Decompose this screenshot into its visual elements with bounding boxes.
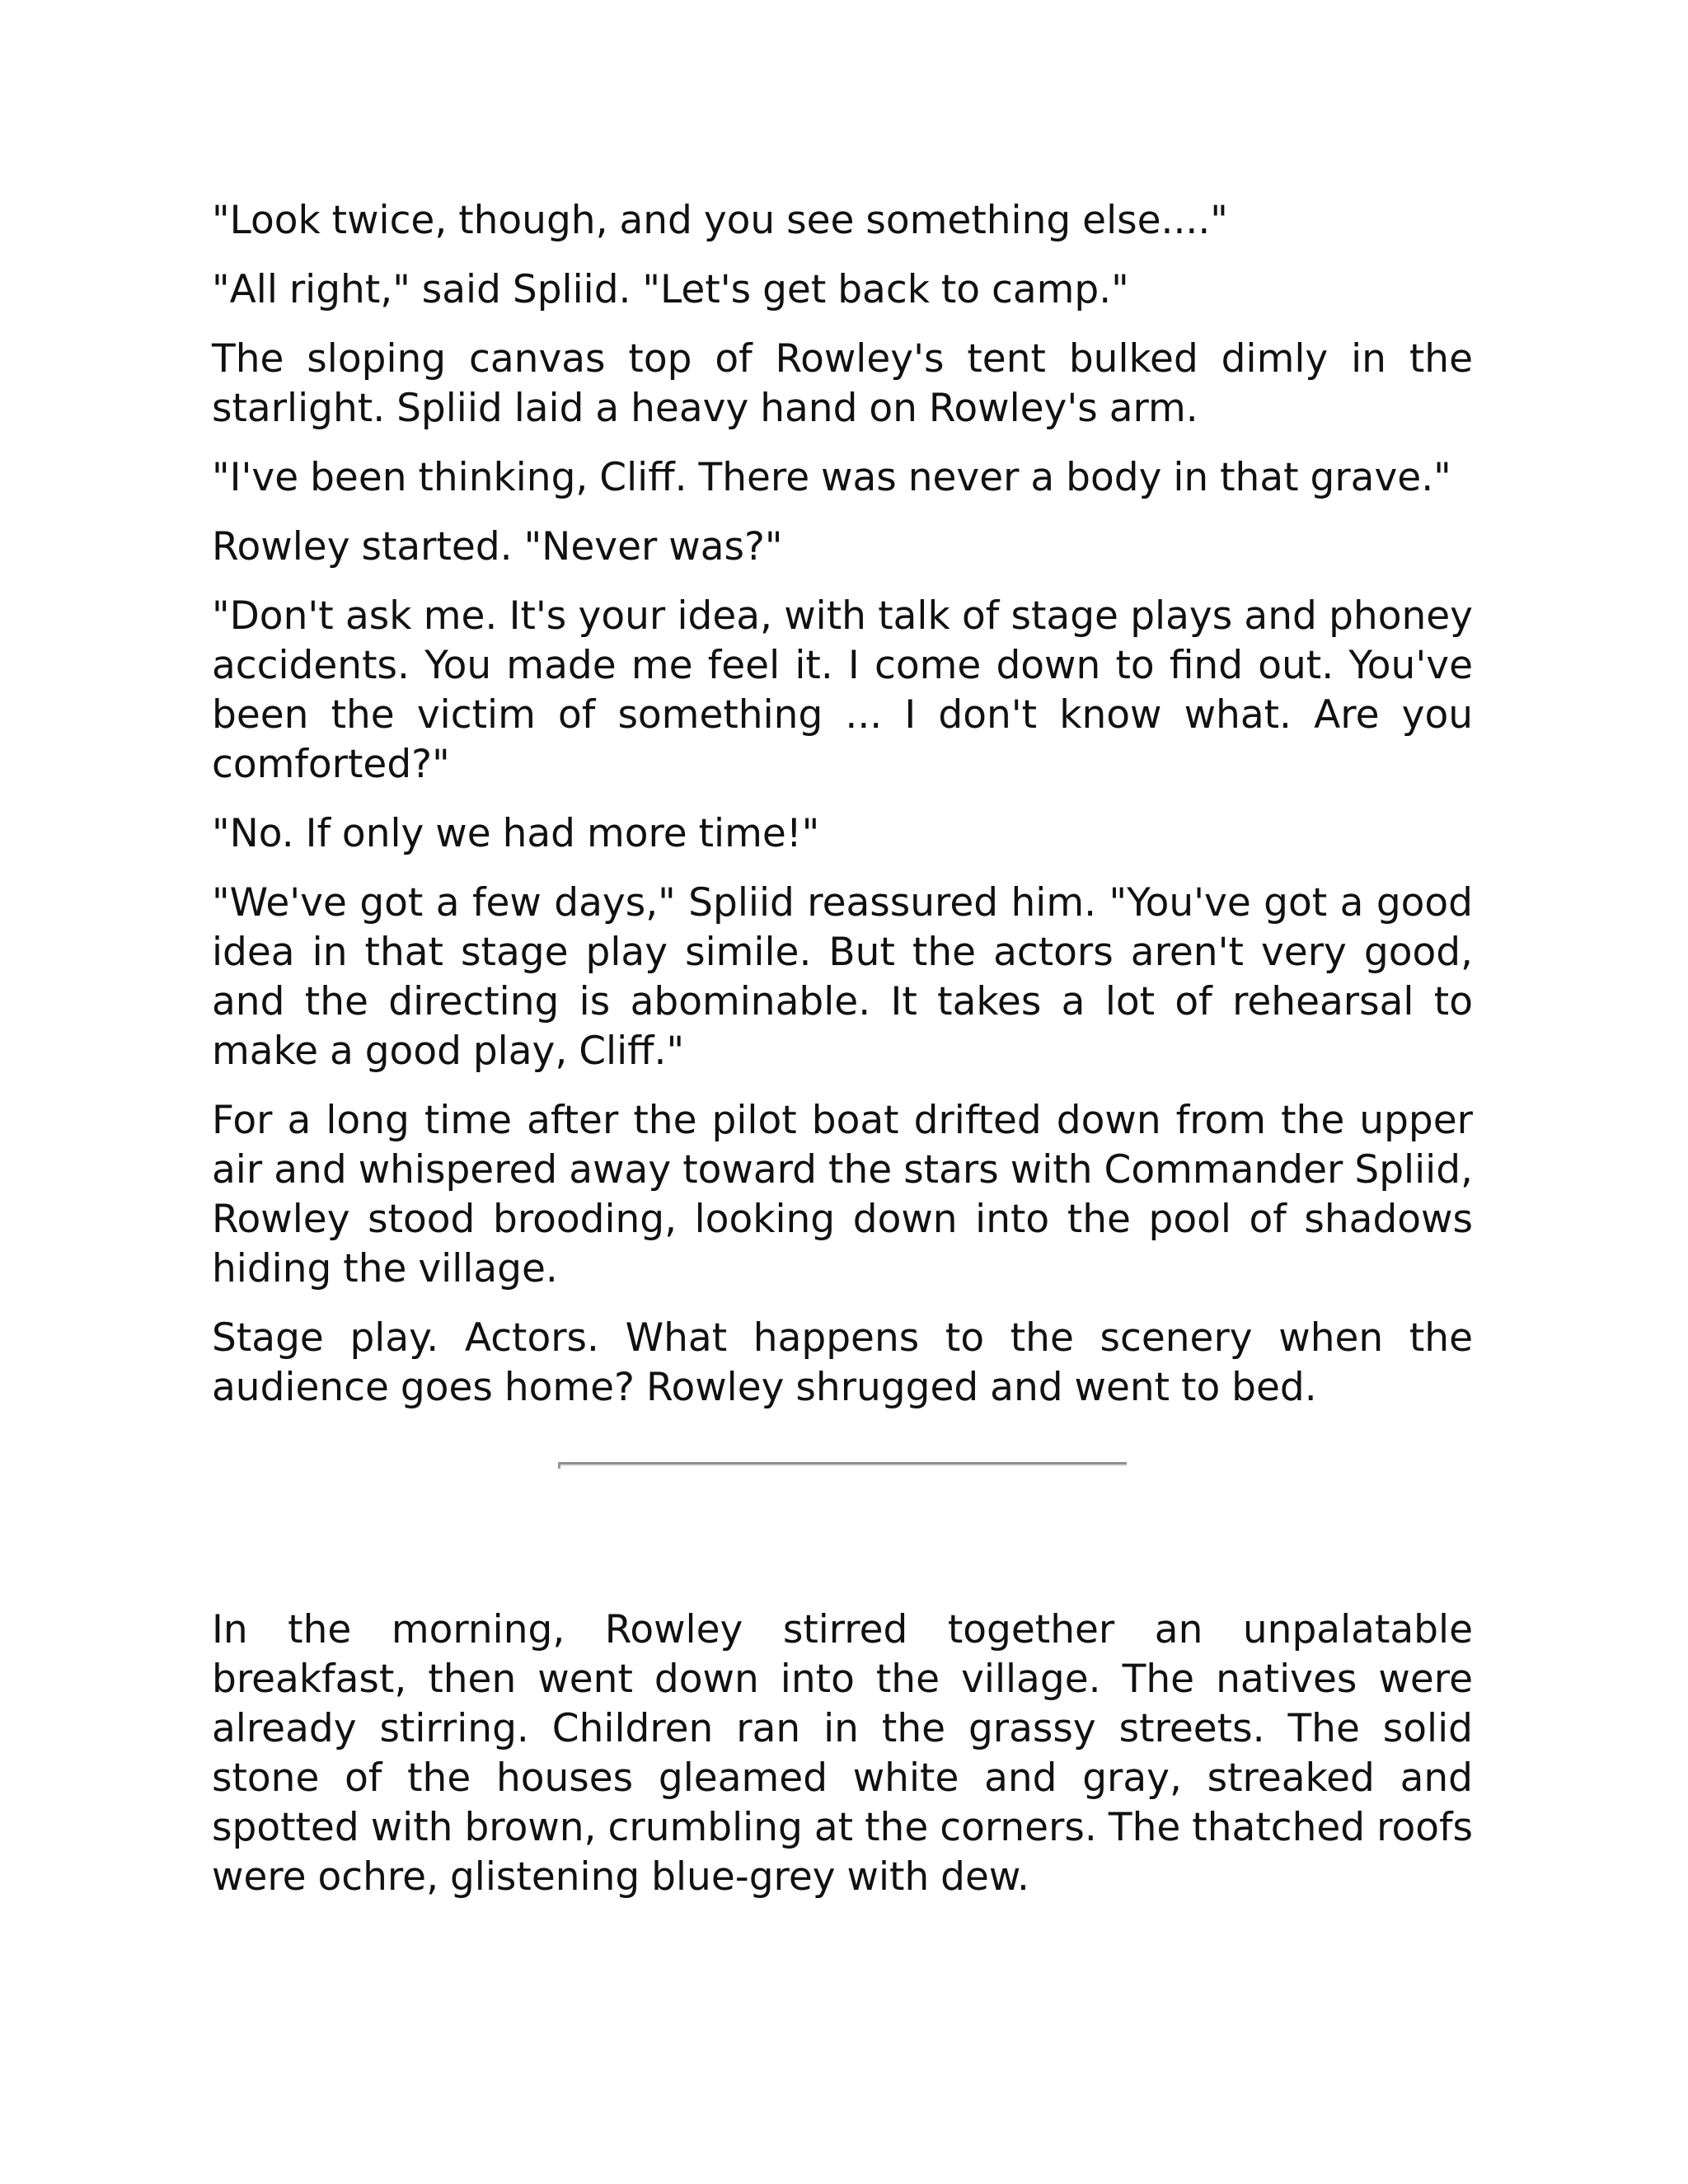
horizontal-rule	[558, 1462, 1127, 1466]
paragraph: "Don't ask me. It's your idea, with talk of stage plays and phoney accidents. You made me feel it. I come down to find out. You've been the victim of something ... I don't know what. Are you comforted?"	[212, 593, 1473, 787]
paragraph: "Look twice, though, and you see something else...."	[212, 198, 1228, 243]
section-break	[212, 1432, 1473, 1605]
paragraph: "I've been thinking, Cliff. There was never a body in that grave."	[212, 455, 1451, 500]
paragraph: "All right," said Spliid. "Let's get back to camp."	[212, 267, 1129, 312]
paragraph: The sloping canvas top of Rowley's tent bulked dimly in the starlight. Spliid laid a heavy hand on Rowley's arm.	[212, 336, 1473, 431]
paragraph: For a long time after the pilot boat drifted down from the upper air and whispered away toward the stars with Commander Spliid, Rowley stood brooding, looking down into the pool of shadows hiding the village.	[212, 1098, 1473, 1291]
paragraph: In the morning, Rowley stirred together an unpalatable breakfast, then went down into the village. The natives were already stirring. Children ran in the grassy streets. The solid stone of the houses gleamed white and gray, streaked and spotted with brown, crumbling at the corners. The thatched roofs were ochre, glistening blue-grey with dew.	[212, 1607, 1473, 1900]
document-page	[212, 196, 1473, 1922]
paragraph: "No. If only we had more time!"	[212, 811, 820, 856]
paragraph: Stage play. Actors. What happens to the scenery when the audience goes home? Rowley shrugged and went to bed.	[212, 1315, 1473, 1410]
paragraph: "We've got a few days," Spliid reassured him. "You've got a good idea in that stage play simile. But the actors aren't very good, and the directing is abominable. It takes a lot of rehearsal to make a good play, Cliff."	[212, 880, 1473, 1074]
paragraph: Rowley started. "Never was?"	[212, 524, 783, 569]
